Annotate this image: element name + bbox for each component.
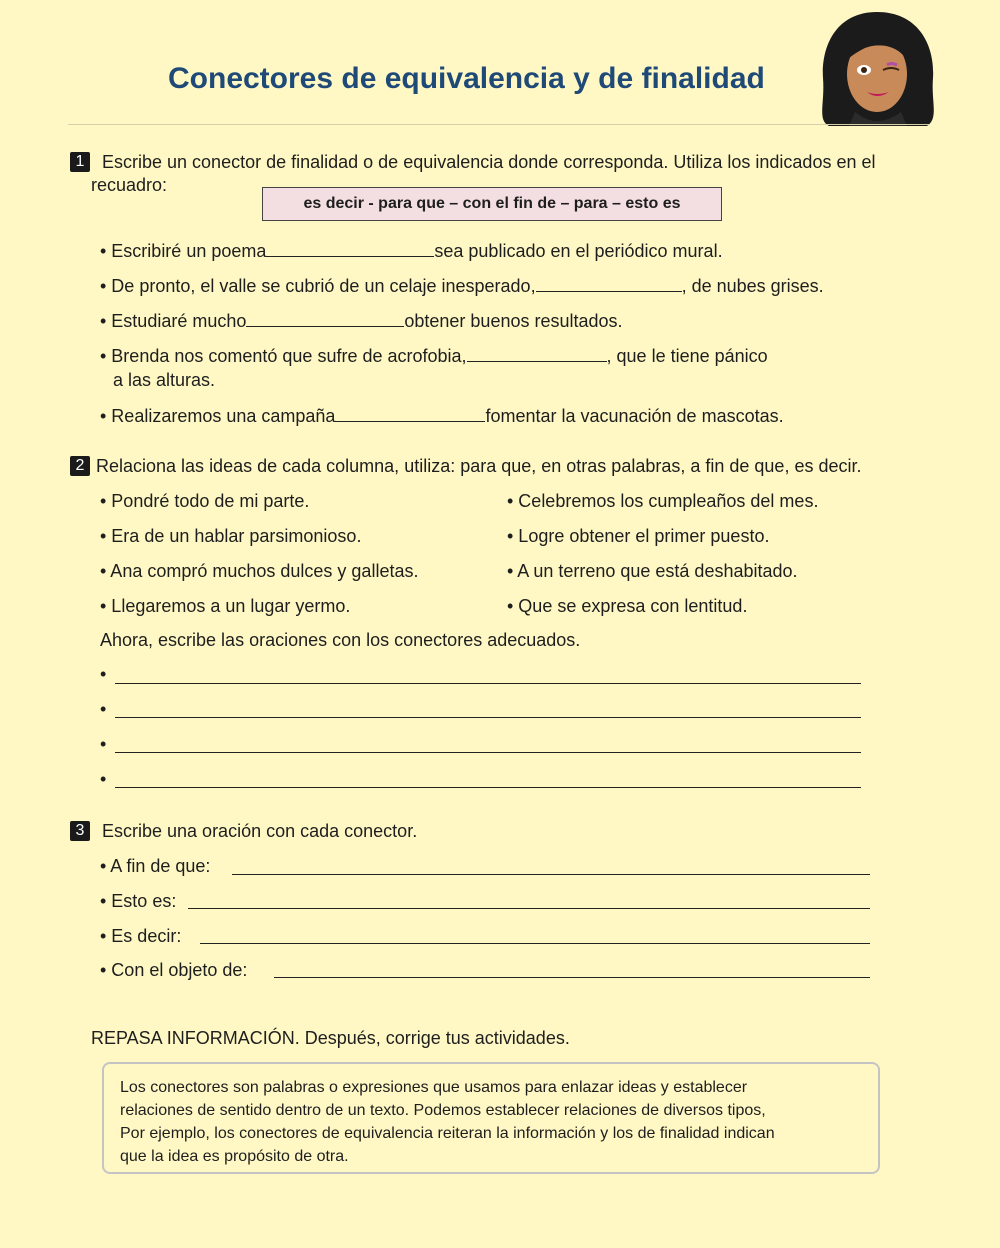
section-2-prompt: Ahora, escribe las oraciones con los conectores adecuados.: [100, 630, 581, 650]
answer-line[interactable]: [274, 977, 870, 978]
left-column-idea: • Ana compró muchos dulces y galletas.: [100, 561, 419, 581]
answer-line[interactable]: [115, 683, 861, 684]
section-1-instruction: Escribe un conector de finalidad o de equivalencia donde corresponda. Utiliza los indicados en el: [102, 152, 876, 172]
section-2-instruction: Relaciona las ideas de cada columna, utiliza: para que, en otras palabras, a fin de que, es decir.: [96, 456, 862, 476]
answer-bullet: •: [100, 769, 107, 789]
section-3-number: 3: [70, 821, 90, 841]
exercise-1-item: • Escribiré un poema sea publicado en el periódico mural.: [100, 238, 723, 262]
avatar: [815, 8, 940, 130]
section-1-instruction-cont: recuadro:: [91, 175, 168, 195]
connector-prompt: • Con el objeto de:: [100, 960, 248, 980]
answer-bullet: •: [100, 699, 107, 719]
right-column-idea: • Logre obtener el primer puesto.: [507, 526, 770, 546]
answer-line[interactable]: [188, 908, 870, 909]
connector-word-box: es decir - para que – con el fin de – para – esto es: [262, 187, 722, 221]
section-1-number: 1: [70, 152, 90, 172]
answer-line[interactable]: [200, 943, 870, 944]
answer-blank[interactable]: [335, 403, 485, 422]
review-heading: REPASA INFORMACIÓN. Después, corrige tus actividades.: [91, 1028, 570, 1048]
connector-prompt: • A fin de que:: [100, 856, 211, 876]
exercise-1-item: • De pronto, el valle se cubrió de un celaje inesperado, , de nubes grises.: [100, 273, 824, 297]
exercise-1-item-cont: a las alturas.: [113, 370, 216, 390]
answer-blank[interactable]: [266, 238, 434, 257]
answer-line[interactable]: [115, 752, 861, 753]
exercise-1-item: • Realizaremos una campaña fomentar la vacunación de mascotas.: [100, 403, 784, 427]
info-line: Por ejemplo, los conectores de equivalencia reiteran la información y los de finalidad indican: [120, 1125, 775, 1142]
exercise-1-item: • Brenda nos comentó que sufre de acrofobia, , que le tiene pánico: [100, 343, 768, 367]
answer-line[interactable]: [115, 717, 861, 718]
info-line: relaciones de sentido dentro de un texto. Podemos establecer relaciones de diversos tipos,: [120, 1102, 766, 1119]
divider: [68, 124, 930, 125]
page-title: Conectores de equivalencia y de finalidad: [168, 62, 765, 95]
section-2-number: 2: [70, 456, 90, 476]
section-3-instruction: Escribe una oración con cada conector.: [102, 821, 418, 841]
left-column-idea: • Pondré todo de mi parte.: [100, 491, 310, 511]
answer-blank[interactable]: [246, 308, 404, 327]
left-column-idea: • Llegaremos a un lugar yermo.: [100, 596, 351, 616]
answer-blank[interactable]: [467, 343, 607, 362]
info-line: que la idea es propósito de otra.: [120, 1148, 349, 1165]
answer-bullet: •: [100, 734, 107, 754]
right-column-idea: • A un terreno que está deshabitado.: [507, 561, 798, 581]
answer-bullet: •: [100, 664, 107, 684]
connector-prompt: • Esto es:: [100, 891, 177, 911]
exercise-1-item: • Estudiaré mucho obtener buenos resultados.: [100, 308, 623, 332]
info-box: [102, 1062, 880, 1174]
right-column-idea: • Celebremos los cumpleaños del mes.: [507, 491, 819, 511]
answer-line[interactable]: [232, 874, 870, 875]
answer-blank[interactable]: [536, 273, 682, 292]
answer-line[interactable]: [115, 787, 861, 788]
connector-prompt: • Es decir:: [100, 926, 182, 946]
left-column-idea: • Era de un hablar parsimonioso.: [100, 526, 362, 546]
right-column-idea: • Que se expresa con lentitud.: [507, 596, 748, 616]
info-line: Los conectores son palabras o expresiones que usamos para enlazar ideas y establecer: [120, 1079, 748, 1096]
